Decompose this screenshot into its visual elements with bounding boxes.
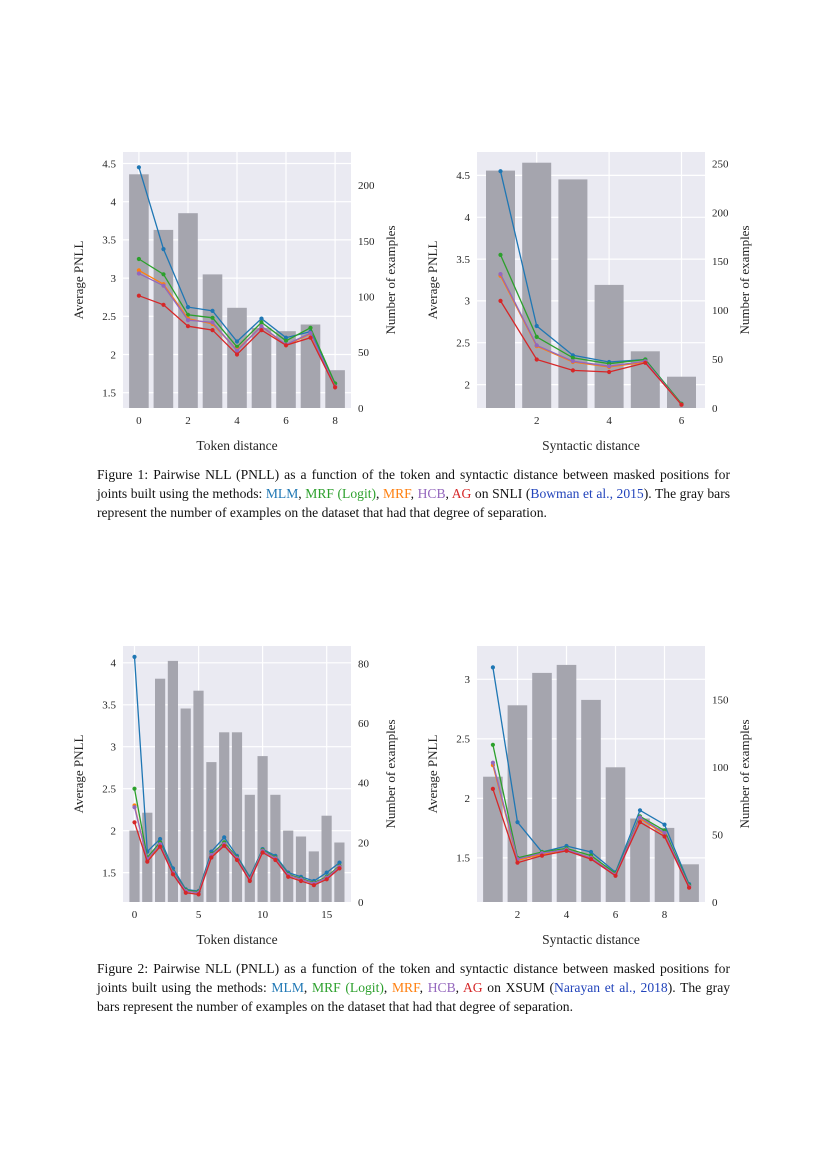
svg-text:10: 10 bbox=[256, 909, 268, 921]
citation-link[interactable]: Narayan et al., 2018 bbox=[554, 979, 668, 995]
svg-text:1.5: 1.5 bbox=[101, 387, 116, 400]
caption-text: , bbox=[303, 979, 312, 995]
svg-text:3: 3 bbox=[110, 272, 116, 285]
method-name: MRF (Logit) bbox=[305, 485, 377, 501]
svg-text:4: 4 bbox=[110, 657, 116, 670]
y-axis-label-right: Number of examples bbox=[382, 719, 398, 829]
y-axis-label-right: Number of examples bbox=[736, 719, 752, 829]
svg-text:100: 100 bbox=[357, 291, 374, 304]
caption-text: Figure 1: Pairwise NLL (PNLL) as a function of the token and syntactic distance between masked positions for joints built using the methods: bbox=[97, 467, 730, 501]
x-axis-ticks bbox=[533, 415, 684, 427]
x-axis-label: Token distance bbox=[195, 932, 278, 947]
chart-svg bbox=[423, 636, 759, 952]
svg-text:2.5: 2.5 bbox=[455, 337, 470, 350]
svg-text:2: 2 bbox=[464, 379, 470, 392]
svg-text:3: 3 bbox=[464, 295, 470, 308]
svg-text:1.5: 1.5 bbox=[101, 867, 116, 880]
chart-svg bbox=[423, 142, 759, 458]
fig1-token-distance-chart bbox=[69, 142, 405, 458]
svg-text:60: 60 bbox=[357, 718, 369, 731]
svg-text:15: 15 bbox=[320, 909, 332, 921]
x-axis-ticks bbox=[514, 909, 667, 921]
chart-svg bbox=[69, 142, 405, 458]
svg-text:3: 3 bbox=[110, 741, 116, 754]
svg-text:0: 0 bbox=[135, 415, 142, 427]
figure-1-charts bbox=[0, 142, 827, 458]
method-name: HCB bbox=[417, 485, 446, 501]
caption-text: , bbox=[376, 485, 383, 501]
svg-text:80: 80 bbox=[357, 658, 369, 671]
svg-text:2: 2 bbox=[464, 793, 470, 806]
x-axis-label: Syntactic distance bbox=[541, 438, 640, 453]
chart-svg bbox=[69, 636, 405, 952]
svg-text:20: 20 bbox=[357, 837, 369, 850]
svg-text:0: 0 bbox=[711, 402, 717, 415]
svg-text:40: 40 bbox=[357, 777, 369, 790]
svg-text:4: 4 bbox=[605, 415, 612, 427]
figure-2-caption bbox=[97, 960, 730, 1016]
svg-text:150: 150 bbox=[711, 256, 728, 269]
left-axis-ticks bbox=[102, 658, 116, 880]
svg-text:4.5: 4.5 bbox=[455, 170, 470, 183]
right-axis-ticks bbox=[358, 180, 375, 415]
svg-text:0: 0 bbox=[131, 909, 137, 921]
svg-text:4: 4 bbox=[563, 909, 569, 921]
fig2-syntactic-distance-chart bbox=[423, 636, 759, 952]
svg-text:4.5: 4.5 bbox=[101, 158, 116, 171]
svg-text:200: 200 bbox=[711, 207, 728, 220]
svg-text:6: 6 bbox=[612, 909, 618, 921]
method-name: MRF bbox=[382, 485, 411, 501]
svg-text:2: 2 bbox=[110, 825, 116, 838]
svg-text:2.5: 2.5 bbox=[101, 783, 116, 796]
x-axis-label: Syntactic distance bbox=[541, 932, 640, 947]
svg-text:3.5: 3.5 bbox=[101, 699, 116, 712]
caption-text: , bbox=[455, 979, 463, 995]
left-axis-ticks bbox=[456, 170, 470, 391]
fig2-token-distance-chart bbox=[69, 636, 405, 952]
right-axis-ticks bbox=[358, 659, 370, 909]
caption-text: , bbox=[298, 485, 306, 501]
y-axis-label-left: Average PNLL bbox=[70, 240, 86, 320]
svg-text:0: 0 bbox=[357, 896, 363, 909]
caption-text: Figure 2: Pairwise NLL (PNLL) as a function of the token and syntactic distance between masked positions for joints built using the methods: bbox=[97, 961, 730, 995]
fig1-syntactic-distance-chart bbox=[423, 142, 759, 458]
method-name: MLM bbox=[265, 485, 299, 501]
svg-text:5: 5 bbox=[195, 909, 201, 921]
svg-text:4: 4 bbox=[110, 196, 116, 209]
svg-text:1.5: 1.5 bbox=[455, 852, 470, 865]
svg-text:4: 4 bbox=[464, 212, 470, 225]
svg-text:2: 2 bbox=[533, 415, 539, 427]
figure-1-caption bbox=[97, 466, 730, 522]
svg-text:50: 50 bbox=[711, 353, 723, 366]
caption-text: , bbox=[445, 485, 452, 501]
svg-text:6: 6 bbox=[678, 415, 684, 427]
svg-text:0: 0 bbox=[357, 402, 363, 415]
svg-text:3: 3 bbox=[464, 674, 470, 687]
x-axis-ticks bbox=[131, 909, 332, 921]
left-axis-ticks bbox=[456, 674, 470, 865]
y-axis-label-left: Average PNLL bbox=[70, 734, 86, 814]
figure-2-charts bbox=[0, 636, 827, 952]
svg-text:4: 4 bbox=[233, 415, 240, 427]
y-axis-label-right: Number of examples bbox=[382, 225, 398, 335]
svg-text:8: 8 bbox=[661, 909, 667, 921]
caption-text: on SNLI ( bbox=[471, 485, 531, 501]
svg-text:100: 100 bbox=[711, 762, 728, 775]
svg-text:150: 150 bbox=[711, 694, 728, 707]
svg-text:50: 50 bbox=[711, 829, 723, 842]
caption-text: ). The gray bars represent the number of examples on the dataset that had that degree of separation. bbox=[97, 979, 731, 1014]
caption-text: , bbox=[383, 979, 392, 995]
y-axis-label-left: Average PNLL bbox=[424, 240, 440, 320]
right-axis-ticks bbox=[712, 695, 729, 909]
svg-text:6: 6 bbox=[282, 415, 289, 427]
svg-text:2: 2 bbox=[184, 415, 191, 427]
method-name: MLM bbox=[271, 979, 304, 995]
svg-text:50: 50 bbox=[357, 347, 369, 360]
svg-text:0: 0 bbox=[711, 896, 717, 909]
caption-text: on XSUM ( bbox=[482, 979, 555, 995]
method-name: MRF bbox=[391, 979, 420, 995]
y-axis-label-right: Number of examples bbox=[736, 225, 752, 335]
method-name: MRF (Logit) bbox=[311, 979, 384, 995]
svg-text:250: 250 bbox=[711, 158, 728, 171]
caption-text: ). The gray bars represent the number of examples on the dataset that had that degree of separation. bbox=[97, 485, 731, 520]
svg-text:2: 2 bbox=[110, 349, 116, 362]
svg-text:8: 8 bbox=[331, 415, 338, 427]
x-axis-ticks bbox=[136, 415, 338, 427]
svg-text:150: 150 bbox=[357, 235, 374, 248]
method-name: AG bbox=[451, 485, 472, 501]
x-axis-label: Token distance bbox=[195, 438, 278, 453]
svg-text:2.5: 2.5 bbox=[101, 311, 116, 324]
svg-text:2.5: 2.5 bbox=[455, 733, 470, 746]
caption-text: , bbox=[410, 485, 418, 501]
svg-text:100: 100 bbox=[711, 305, 728, 318]
svg-text:3.5: 3.5 bbox=[455, 253, 470, 266]
svg-text:3.5: 3.5 bbox=[101, 234, 116, 247]
svg-text:200: 200 bbox=[357, 180, 374, 193]
method-name: AG bbox=[462, 979, 483, 995]
y-axis-label-left: Average PNLL bbox=[424, 734, 440, 814]
method-name: HCB bbox=[427, 979, 456, 995]
right-axis-ticks bbox=[712, 159, 729, 415]
citation-link[interactable]: Bowman et al., 2015 bbox=[530, 485, 644, 501]
left-axis-ticks bbox=[102, 158, 116, 399]
svg-text:2: 2 bbox=[514, 909, 520, 921]
caption-text: , bbox=[419, 979, 428, 995]
